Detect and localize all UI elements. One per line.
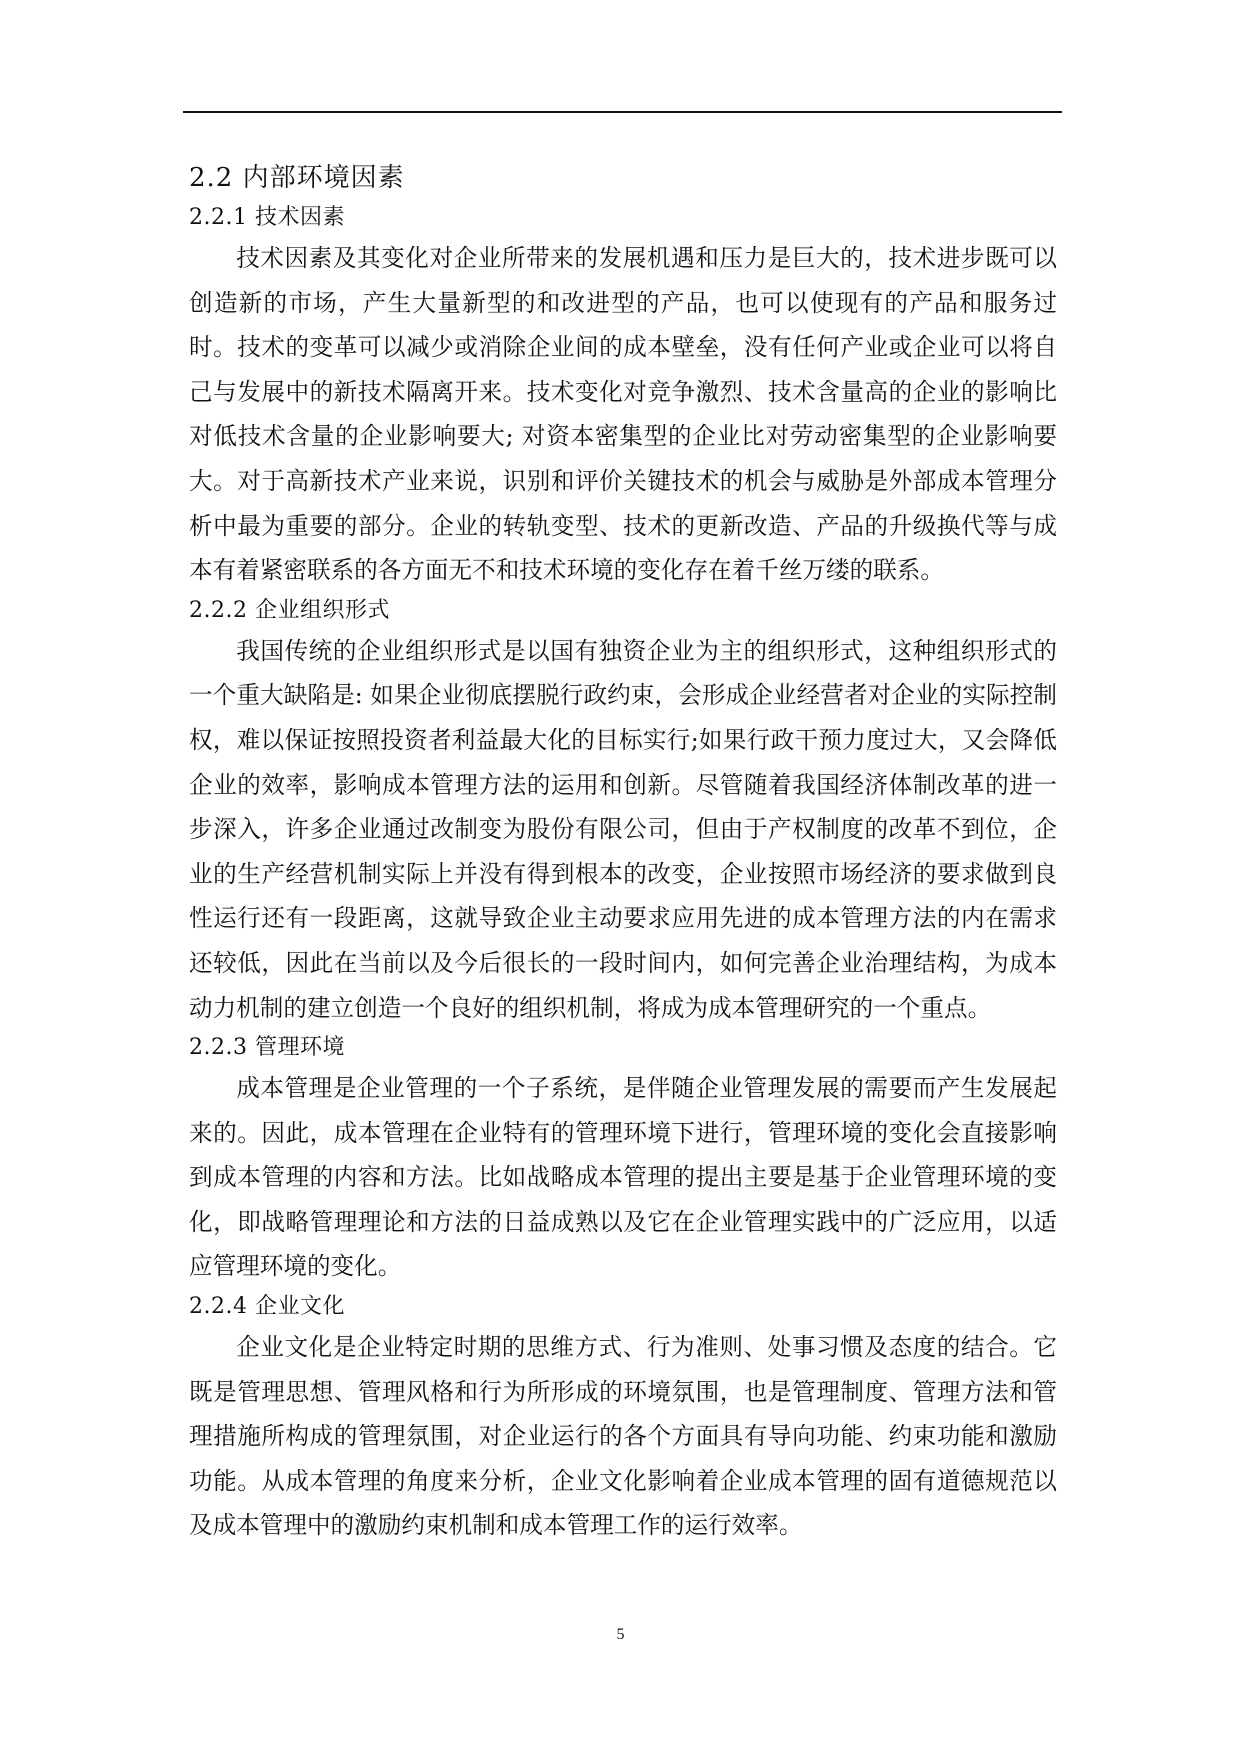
section-heading-2-2: 2.2 内部环境因素 — [189, 163, 405, 193]
page-content — [189, 152, 1057, 1548]
paragraph-technology-factors: 技术因素及其变化对企业所带来的发展机遇和压力是巨大的，技术进步既可以创造新的市场，产生大量新型的和改进型的产品，也可以使现有的产品和服务过时。技术的变革可以减少或消除企业间的成本壁垒，没有任何产业或企业可以将自己与发展中的新技术隔离开来。技术变化对竞争激烈、技术含量高的企业的影响比对低技术含量的企业影响要大; 对资本密集型的企业比对劳动密集型的企业影响要大。对于高新技术产业来说，识别和评价关键技术的机会与威胁是外部成本管理分析中最为重要的部分。企业的转轨变型、技术的更新改造、产品的升级换代等与成本有着紧密联系的各方面无不和技术环境的变化存在着千丝万缕的联系。 — [189, 244, 1057, 585]
paragraph-corporate-culture: 企业文化是企业特定时期的思维方式、行为准则、处事习惯及态度的结合。它既是管理思想、管理风格和行为所形成的环境氛围，也是管理制度、管理方法和管理措施所构成的管理氛围，对企业运行的各个方面具有导向功能、约束功能和激励功能。从成本管理的角度来分析，企业文化影响着企业成本管理的固有道德规范以及成本管理中的激励约束机制和成本管理工作的运行效率。 — [189, 1333, 1057, 1540]
paragraph-organization-form: 我国传统的企业组织形式是以国有独资企业为主的组织形式，这种组织形式的一个重大缺陷是: 如果企业彻底摆脱行政约束，会形成企业经营者对企业的实际控制权，难以保证按照投资者利益最大化的目标实行;如果行政干预力度过大，又会降低企业的效率，影响成本管理方法的运用和创新。尽管随着我国经济体制改革的进一步深入，许多企业通过改制变为股份有限公司，但由于产权制度的改革不到位，企业的生产经营机制实际上并没有得到根本的改变，企业按照市场经济的要求做到良性运行还有一段距离，这就导致企业主动要求应用先进的成本管理方法的内在需求还较低，因此在当前以及今后很长的一段时间内，如何完善企业治理结构，为成本动力机制的建立创造一个良好的组织机制，将成为成本管理研究的一个重点。 — [189, 636, 1057, 1022]
page-number: 5 — [616, 1626, 625, 1643]
section-heading-2-2-2: 2.2.2 企业组织形式 — [189, 597, 390, 623]
paragraph-management-environment: 成本管理是企业管理的一个子系统，是伴随企业管理发展的需要而产生发展起来的。因此，成本管理在企业特有的管理环境下进行，管理环境的变化会直接影响到成本管理的内容和方法。比如战略成本管理的提出主要是基于企业管理环境的变化，即战略管理理论和方法的日益成熟以及它在企业管理实践中的广泛应用，以适应管理环境的变化。 — [189, 1074, 1057, 1281]
section-heading-2-2-3: 2.2.3 管理环境 — [189, 1035, 345, 1061]
header-rule — [183, 111, 1062, 113]
section-heading-2-2-4: 2.2.4 企业文化 — [189, 1294, 345, 1320]
section-heading-2-2-1: 2.2.1 技术因素 — [189, 205, 345, 230]
